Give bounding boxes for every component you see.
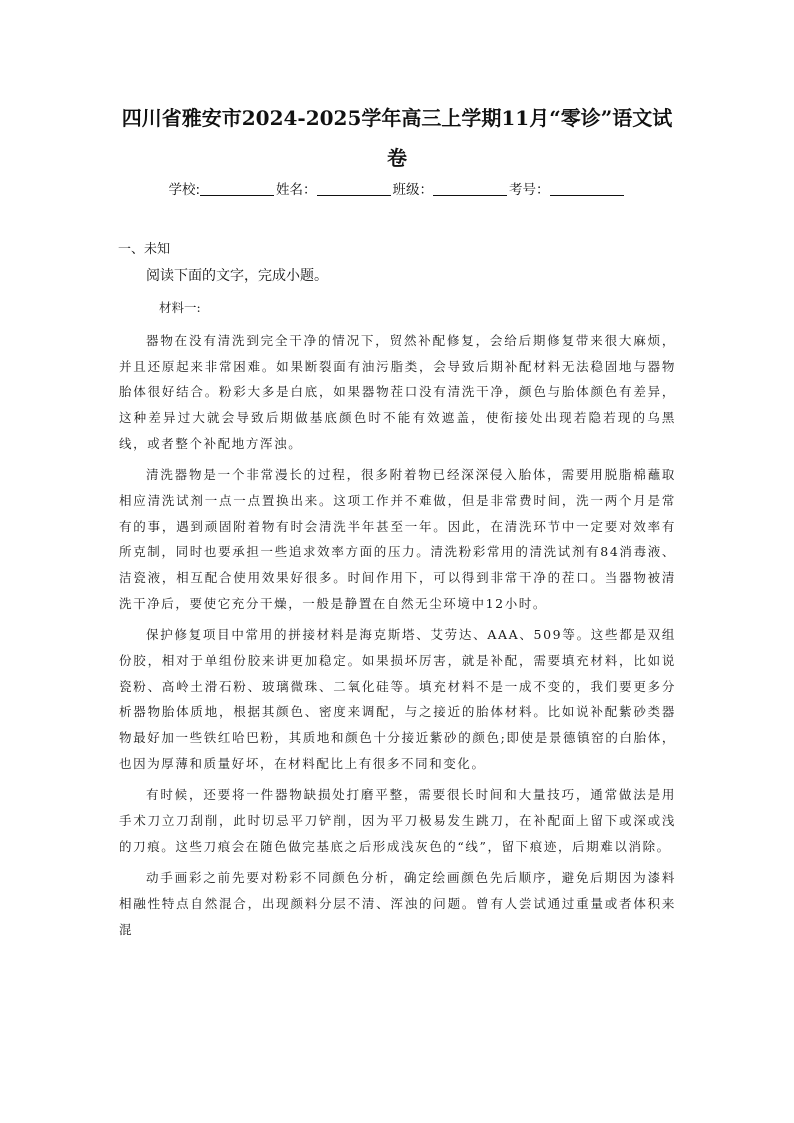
exam-number-label: 考号： <box>509 182 550 198</box>
material-label: 材料一: <box>159 300 201 315</box>
section-heading: 一、未知 <box>118 242 171 257</box>
material-body <box>119 328 676 948</box>
paragraph-5: 动手画彩之前先要对粉彩不同颜色分析，确定绘画颜色先后顺序，避免后期因为漆料相融性特点自然混合，出现颜料分层不清、浑浊的问题。曾有人尝试通过重量或者体积来混 <box>119 870 676 937</box>
school-label: 学校: <box>168 182 201 198</box>
exam-number-blank[interactable] <box>550 181 624 196</box>
student-info-line <box>0 180 794 200</box>
reading-instruction: 阅读下面的文字，完成小题。 <box>146 268 328 284</box>
paragraph-1: 器物在没有清洗到完全干净的情况下，贸然补配修复，会给后期修复带来很大麻烦，并且还原起来非常困难。如果断裂面有油污脂类，会导致后期补配材料无法稳固地与器物胎体很好结合。粉彩大多是白底，如果器物茬口没有清洗干净，颜色与胎体颜色有差异，这种差异过大就会导致后期做基底颜色时不能有效遮盖，使衔接处出现若隐若现的乌黑线，或者整个补配地方浑浊。 <box>119 333 676 451</box>
paragraph-2: 清洗器物是一个非常漫长的过程，很多附着物已经深深侵入胎体，需要用脱脂棉蘸取相应清洗试剂一点一点置换出来。这项工作并不难做，但是非常费时间，洗一两个月是常有的事，遇到顽固附着物有时会清洗半年甚至一年。因此，在清洗环节中一定要对效率有所克制，同时也要承担一些追求效率方面的压力。清洗粉彩常用的清洗试剂有84消毒液、洁瓷液，相互配合使用效果好很多。时间作用下，可以得到非常干净的茬口。当器物被清洗干净后，要使它充分干燥，一般是静置在自然无尘环境中12小时。 <box>119 467 676 611</box>
paragraph-3: 保护修复项目中常用的拼接材料是海克斯塔、艾劳达、AAA、509等。这些都是双组份胶，相对于单组份胶来讲更加稳定。如果损坏厉害，就是补配，需要填充材料，比如说瓷粉、高岭土滑石粉、玻璃微珠、二氧化硅等。填充材料不是一成不变的，我们要更多分析器物胎体质地，根据其颜色、密度来调配，与之接近的胎体材料。比如说补配紫砂类器物最好加一些铁红哈巴粉，其质地和颜色十分接近紫砂的颜色;即使是景德镇窑的白胎体，也因为厚薄和质量好坏，在材料配比上有很多不同和变化。 <box>119 627 676 771</box>
document-title-line1: 四川省雅安市2024-2025学年高三上学期11月“零诊”语文试 <box>121 106 673 130</box>
class-label: 班级： <box>392 182 434 198</box>
school-blank[interactable] <box>200 181 274 196</box>
class-blank[interactable] <box>433 181 507 196</box>
name-label: 姓名： <box>276 182 317 198</box>
paragraph-4: 有时候，还要将一件器物缺损处打磨平整，需要很长时间和大量技巧，通常做法是用手术刀立刀刮削，此时切忌平刀铲削，因为平刀极易发生跳刀，在补配面上留下或深或浅的刀痕。这些刀痕会在随色做完基底之后形成浅灰色的“线”，留下痕迹，后期难以消除。 <box>119 787 676 854</box>
document-title-line2: 卷 <box>387 146 407 170</box>
name-blank[interactable] <box>317 181 391 196</box>
